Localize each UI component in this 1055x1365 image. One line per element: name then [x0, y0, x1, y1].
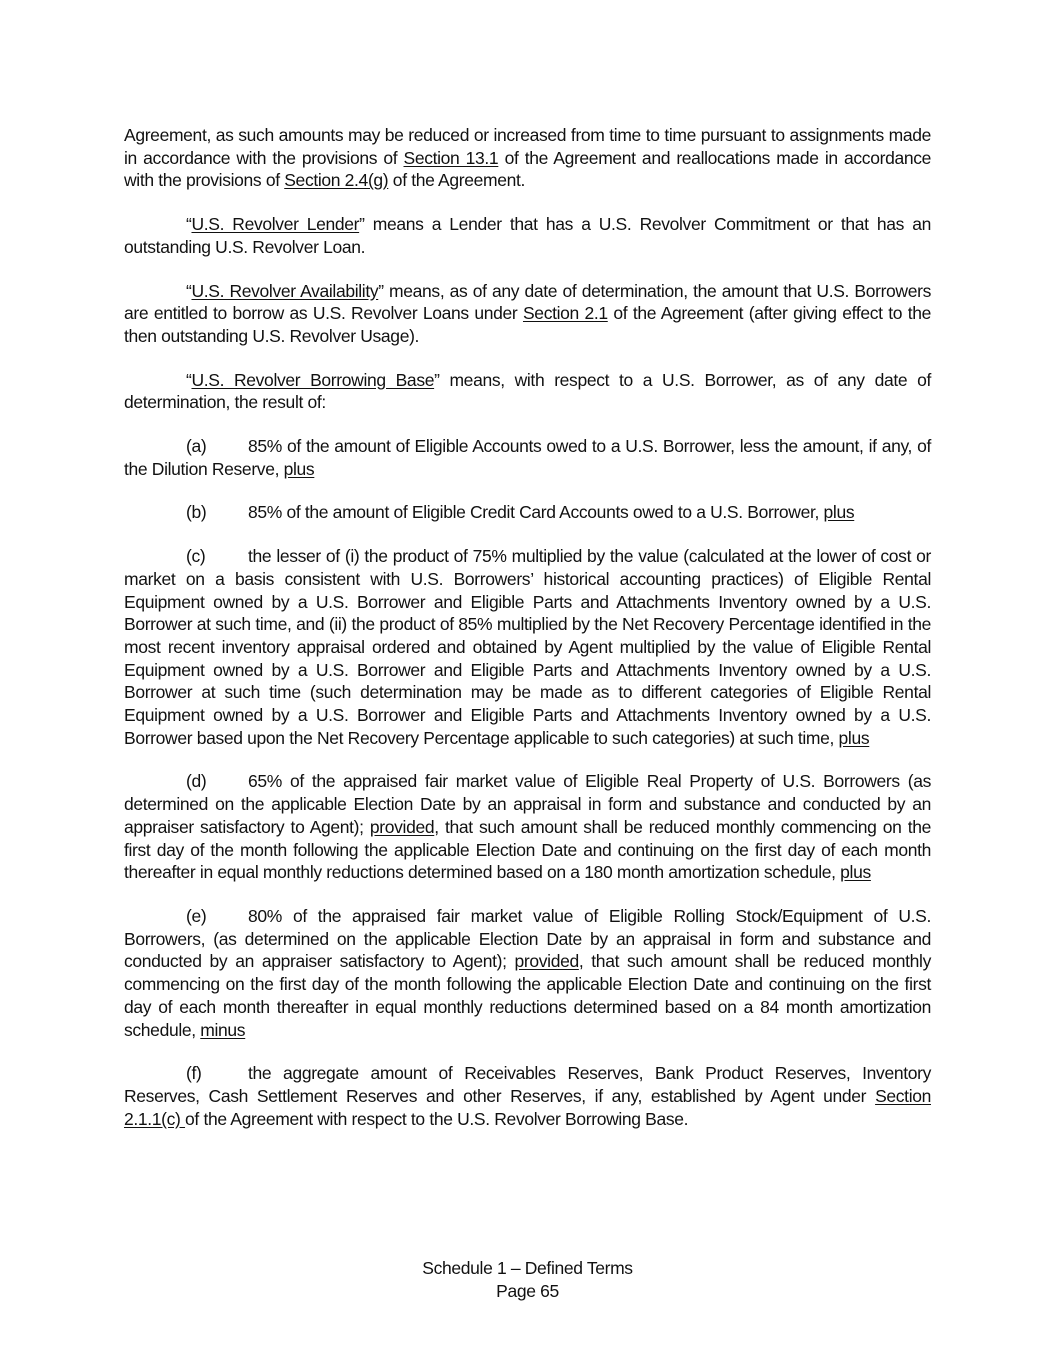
clause-b [124, 501, 931, 524]
footer-schedule-title: Schedule 1 – Defined Terms [422, 1258, 633, 1278]
clause-label: (e) [186, 905, 207, 926]
clause-c [124, 545, 931, 749]
paragraph-text: ” means, with respect to a U.S. Borrower, as of any date of determination, the result of: [124, 369, 932, 413]
paragraph-text: of the Agreement. [388, 170, 526, 191]
paragraph-text: , that such amount shall be reduced monthly commencing on the first day of the month following the applicable Election Date and continuing on the first day of each month thereafter in equal monthly reductions determined based on a 84 month amortization schedule, [124, 951, 931, 1040]
clause-e [124, 905, 931, 1041]
clause-label: (c) [186, 546, 206, 567]
paragraph-text: of the Agreement (after giving effect to the then outstanding U.S. Revolver Usage). [124, 303, 931, 346]
page-footer [0, 1257, 1055, 1303]
underlined-term: Section 2.1 [522, 303, 608, 324]
paragraph-text: the aggregate amount of Receivables Reserves, Bank Product Reserves, Inventory Reserves, Cash Settlement Reserves and other Reserves, if any, established by Agent under [124, 1063, 931, 1106]
underlined-term: provided [369, 816, 435, 837]
clause-a [124, 435, 931, 480]
clause-label: (d) [186, 771, 207, 792]
paragraph-text: of the Agreement with respect to the U.S. Revolver Borrowing Base. [185, 1108, 689, 1129]
paragraph-p1 [124, 213, 931, 258]
underlined-term: Section 2.4(g) [284, 170, 389, 191]
paragraph-p2 [124, 280, 931, 348]
underlined-term: plus [823, 502, 855, 523]
clause-d [124, 770, 931, 884]
paragraph-text: “ [186, 214, 192, 235]
paragraph-text: ” means, as of any date of determination, the amount that U.S. Borrowers are entitled to borrow as U.S. Revolver Loans under [124, 280, 931, 324]
underlined-term: Section 2.1.1(c) [124, 1085, 931, 1129]
underlined-term: plus [838, 727, 870, 748]
paragraph-text: of the Agreement and reallocations made in accordance with the provisions of [124, 147, 932, 191]
paragraph-text: Agreement, as such amounts may be reduced or increased from time to time pursuant to assignments made in accordance with the provisions of [124, 125, 931, 168]
underlined-term: U.S. Revolver Availability [191, 280, 379, 301]
paragraph-text: , that such amount shall be reduced monthly commencing on the first day of the month following the applicable Election Date and continuing on the first day of each month thereafter in equal monthly reductions determined based on a 180 month amortization schedule, [124, 816, 931, 883]
paragraph-text: 80% of the appraised fair market value of Eligible Rolling Stock/Equipment of U.S. Borrowers, (as determined on the applicable Election Date by an appraisal in form and substance and conducted by an appraiser satisfactory to Agent); [124, 905, 931, 972]
underlined-term: U.S. Revolver Lender [191, 214, 360, 235]
underlined-term: provided [514, 951, 579, 972]
clause-f [124, 1062, 931, 1130]
clause-label: (b) [186, 502, 207, 523]
underlined-term: Section 13.1 [403, 147, 499, 168]
paragraph-text: “ [186, 280, 192, 301]
document-body [124, 124, 931, 1151]
paragraph-text: “ [186, 369, 192, 390]
footer-page-number: Page 65 [496, 1281, 559, 1301]
paragraph-text: 85% of the amount of Eligible Accounts owed to a U.S. Borrower, less the amount, if any, of the Dilution Reserve, [124, 436, 931, 479]
paragraph-p3 [124, 369, 931, 414]
paragraph-p0 [124, 124, 931, 192]
paragraph-text: ” means a Lender that has a U.S. Revolver Commitment or that has an outstanding U.S. Revolver Loan. [124, 214, 931, 257]
underlined-term: plus [283, 458, 315, 479]
underlined-term: plus [840, 862, 871, 883]
clause-label: (f) [186, 1063, 202, 1084]
underlined-term: U.S. Revolver Borrowing Base [191, 369, 435, 390]
paragraph-text: the lesser of (i) the product of 75% multiplied by the value (calculated at the lower of cost or market on a basis consistent with U.S. Borrowers’ historical accounting practices) of Eligible Rental Equipment owned by a U.S. Borrower and Eligible Parts and Attachments Inventory owned by a U.S. Borrower at such time, and (ii) the product of 85% multiplied by the Net Recovery Percentage identified in the most recent inventory appraisal ordered and obtained by Agent multiplied by the value of Eligible Rental Equipment owned by a U.S. Borrower and Eligible Parts and Attachments Inventory owned by a U.S. Borrower at such time (such determination may be made as to different categories of Eligible Rental Equipment owned by a U.S. Borrower and Eligible Parts and Attachments Inventory owned by a U.S. Borrower based upon the Net Recovery Percentage applicable to such categories) at such time, [124, 546, 931, 748]
clause-label: (a) [186, 436, 207, 457]
paragraph-text: 65% of the appraised fair market value of Eligible Real Property of U.S. Borrowers (as determined on the applicable Election Date by an appraisal in form and substance and conducted by an appraiser satisfactory to Agent); [124, 771, 931, 837]
underlined-term: minus [200, 1019, 246, 1040]
paragraph-text: 85% of the amount of Eligible Credit Card Accounts owed to a U.S. Borrower, [248, 502, 824, 523]
